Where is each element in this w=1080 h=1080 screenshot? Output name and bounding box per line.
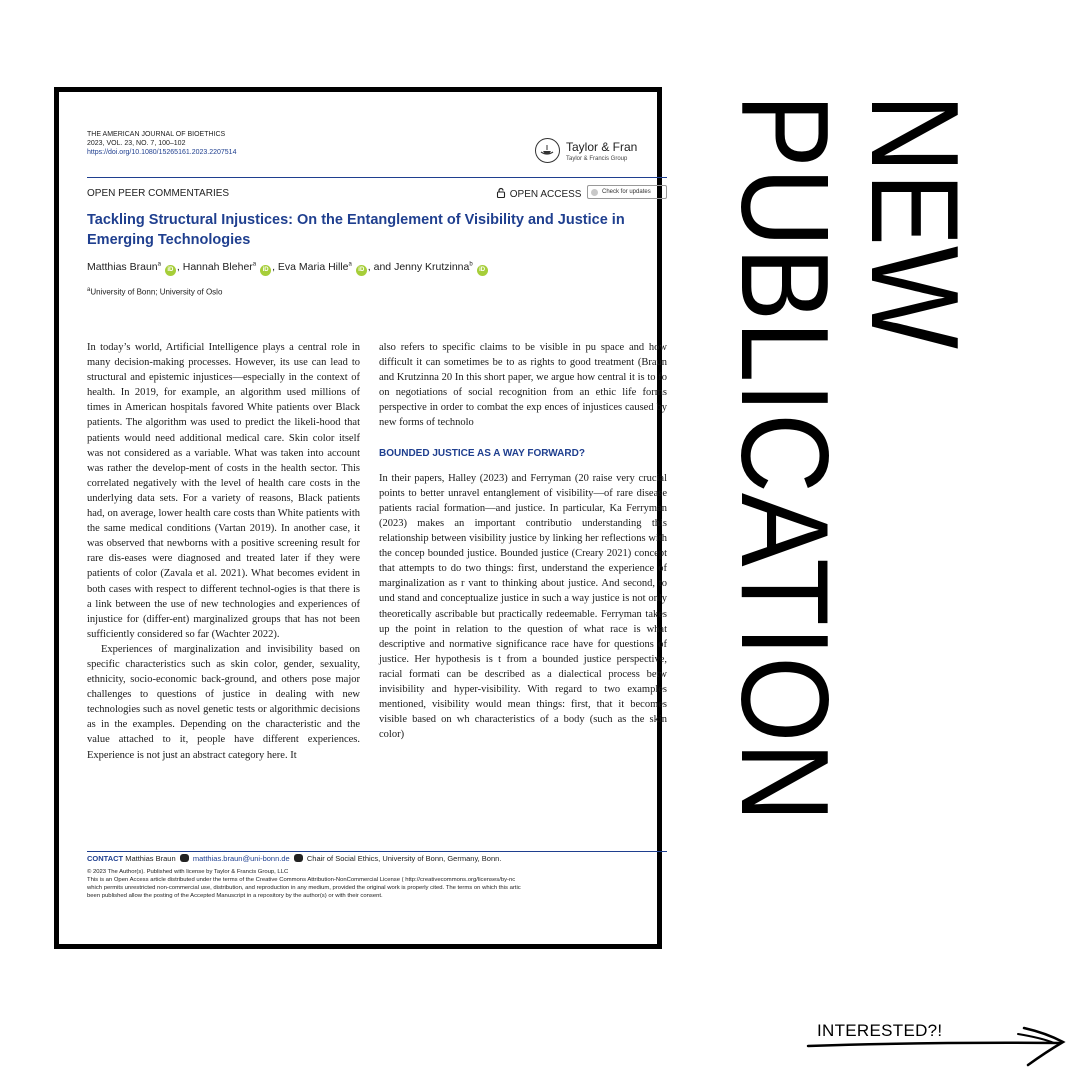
arrow-right-icon — [806, 1018, 1076, 1073]
headline-word-publication: PUBLICATION — [715, 94, 853, 912]
lock-icon — [497, 188, 505, 198]
orcid-icon[interactable]: iD — [356, 265, 367, 276]
license-notice — [87, 868, 667, 900]
author-separator: , — [176, 261, 183, 273]
publisher-logo — [535, 136, 675, 166]
article-preview-frame — [54, 87, 667, 949]
header-rule — [87, 177, 667, 178]
orcid-icon[interactable]: iD — [260, 265, 271, 276]
body-paragraph: In their papers, Halley (2023) and Ferryman (20 raise very crucial points to better unravel entanglement of visibility—of rare disease patients racial formation—and justice. In particular, Ka Ferryman (2023) makes an important contributio understanding this relationship between visibility justice by linking her reflections with the concep bounded justice. Bounded justice (Creary 2021) concept that attempts to do two things: first, understand the experience of marginalization as r vant to thinking about justice. And second, to und stand and conceptualize justice in such a way justice is not only theoretically ascribable but practically redeemable. Ferryman takes up the point in relation to the question of what race is what descriptive and normative significance race have for questions of justice. Her hypothesis is t from a bounded justice perspective, racial formati can be described as a dialectical process betw invisibility and hyper-visibility. With regard to two examples mentioned, visibility would mean things: first, that it becomes visible based on wh characteristics of a body (such as the skin color) — [379, 472, 667, 741]
article-title: Tackling Structural Injustices: On the Entanglement of Visibility and Justice in Emerging Technologies — [87, 212, 625, 248]
license-line: which permits unrestricted non-commercial use, distribution, and reproduction in any medium, provided the original work is properly cited. The terms on which this artic — [87, 885, 521, 891]
author-list — [87, 261, 647, 276]
open-access-label: OPEN ACCESS — [509, 189, 582, 200]
article-page — [87, 130, 667, 910]
cta-label: INTERESTED?! — [817, 1021, 943, 1040]
location-icon — [294, 854, 303, 862]
affiliation-text: University of Bonn; University of Oslo — [90, 287, 223, 297]
license-line: been published allow the posting of the Accepted Manuscript in a repository by the author(s) or with their consent. — [87, 893, 383, 899]
body-paragraph: Experiences of marginalization and invisibility based on specific characteristics such as skin color, gender, sexuality, ethnicity, socio-economic back-ground, and others pose major challenges to questions of justice in dealing with new technologies such as novel genetic tests or algorithmic decisions as in the examples. Depending on the characteristic and the value attached to it, people have different experiences. Experience is not just an abstract category here. It — [87, 643, 360, 761]
footer-rule — [87, 851, 667, 852]
body-column-left — [87, 340, 360, 848]
email-icon — [180, 854, 189, 862]
check-updates-button[interactable] — [587, 185, 667, 199]
contact-address: Chair of Social Ethics, University of Bonn, Germany, Bonn. — [306, 854, 502, 863]
author-name: Hannah Bleher — [182, 261, 253, 273]
journal-name: THE AMERICAN JOURNAL OF BIOETHICS — [87, 131, 226, 138]
author-affiliation-mark: a — [252, 261, 257, 268]
contact-label: CONTACT — [87, 854, 124, 863]
open-access-badge — [497, 188, 581, 200]
author-separator: , and — [367, 261, 395, 273]
headline-word-new: NEW — [845, 94, 983, 384]
check-updates-label: Check for updates — [602, 189, 651, 195]
body-paragraph: In today’s world, Artificial Intelligence plays a central role in many decision-making processes. However, its use can lead to structural and epistemic injustices—especially in the context of health. In 2019, for example, an algorithm used millions of times in American hospitals favored White patients over Black patients. The algorithm was used to predict the likeli-hood that patients would need additional medical care. Skin color itself was not considered as a variable. What was taken into account was rather the develop-ment of costs in the health sector. This correlated negatively with the level of health care costs in the underlying data sets. For a variety of reasons, Black patients had, on average, lower health care costs than White patients with the same medical conditions (Vartan 2019). In another case, it was observed that newborns with a positive screening result for rare dis-eases were diagnosed and treated later if they were patients of color (Zavala et al. 2021). What becomes evident in both cases with respect to different technol-ogies is that there is a link between the use of new technologies and experiences of injustice for (differ-ent) marginalized groups that has not been sufficiently considered so far (Wachter 2022). — [87, 342, 360, 640]
journal-issue: 2023, VOL. 23, NO. 7, 100–102 — [87, 140, 186, 147]
contact-name: Matthias Braun — [125, 854, 176, 863]
author-name: Matthias Braun — [87, 261, 158, 273]
author-separator: , — [272, 261, 278, 273]
section-label: OPEN PEER COMMENTARIES — [87, 188, 230, 199]
publisher-name: Taylor & Fran — [566, 140, 638, 154]
contact-email-link[interactable]: matthias.braun@uni-bonn.de — [192, 854, 290, 863]
orcid-icon[interactable]: iD — [165, 265, 176, 276]
publisher-group: Taylor & Francis Group — [566, 156, 628, 162]
author-name: Jenny Krutzinna — [394, 261, 470, 273]
body-paragraph: also refers to specific claims to be visible in pu space and how difficult it can sometimes be to as rights to good treatment (Braun and Krutzinna 20 In this short paper, we argue how central it is to fo on negotiations of social recognition from an ethic life forms perspective in order to combat the exp ences of injustices caused by new forms of technolo — [379, 342, 667, 429]
interested-cta[interactable] — [806, 1018, 1076, 1073]
taylor-francis-logo-icon — [535, 138, 560, 163]
orcid-icon[interactable]: iD — [477, 265, 488, 276]
license-line: © 2023 The Author(s). Published with license by Taylor & Francis Group, LLC — [87, 869, 289, 875]
section-heading: BOUNDED JUSTICE AS A WAY FORWARD? — [379, 447, 585, 459]
author-affiliation-mark: a — [348, 261, 352, 268]
doi-link[interactable]: https://doi.org/10.1080/15265161.2023.2207514 — [87, 149, 237, 156]
body-column-right — [379, 340, 667, 848]
author-name: Eva Maria Hille — [277, 261, 349, 273]
contact-line — [87, 854, 501, 863]
author-affiliation-mark: a — [157, 261, 161, 268]
license-line: This is an Open Access article distributed under the terms of the Creative Commons Attribution-NonCommercial License ( http://creativecommons.org/licenses/by-nc — [87, 877, 516, 883]
author-affiliation-mark: b — [469, 261, 473, 268]
new-publication-headline — [715, 94, 983, 912]
affiliations: $^a$University of Bonn; University of Oslo — [87, 287, 223, 297]
check-updates-icon — [591, 189, 598, 196]
